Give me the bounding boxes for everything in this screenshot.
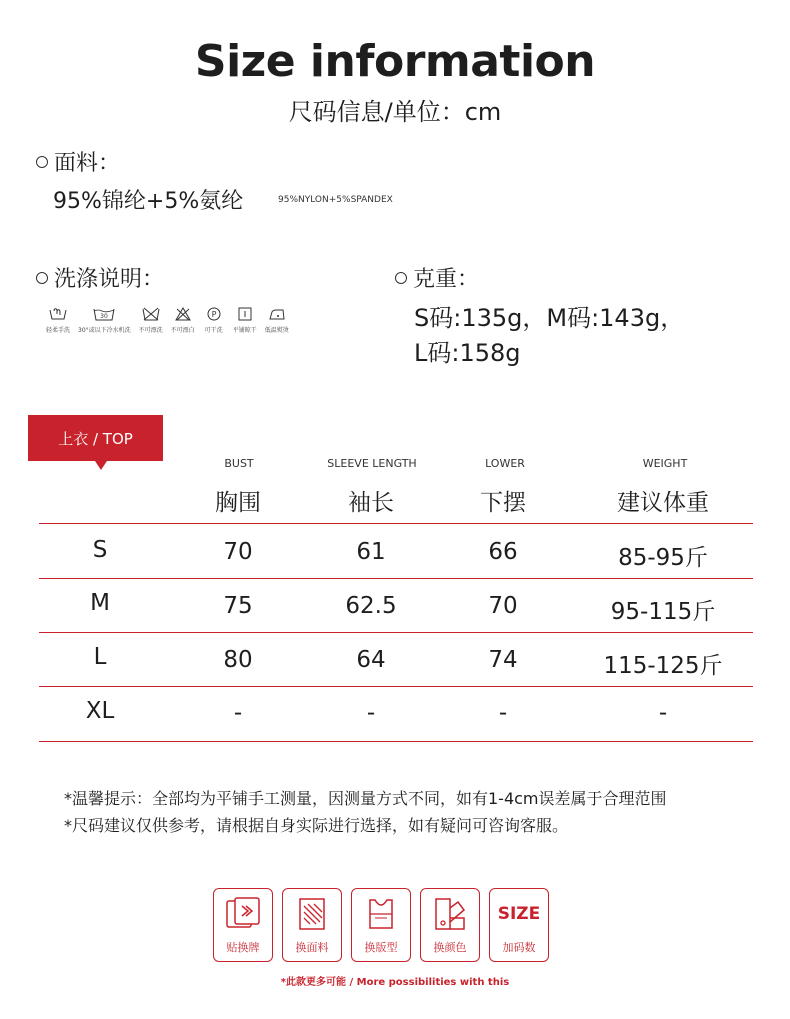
lower-cell: 66 bbox=[488, 539, 518, 565]
bullet-circle-icon bbox=[36, 156, 48, 168]
badge-label: 换颜色 bbox=[433, 941, 467, 954]
lower-cell: - bbox=[498, 700, 508, 726]
care-item bbox=[233, 306, 257, 334]
swap-tag-icon bbox=[221, 894, 265, 934]
table-divider bbox=[39, 523, 753, 524]
care-heading-label: 洗涤说明： bbox=[54, 267, 165, 292]
care-label: 30°或以下冷水机洗 bbox=[78, 327, 131, 334]
column-header-cn: 下摆 bbox=[480, 490, 526, 516]
badge-size bbox=[489, 888, 549, 962]
weight-cell: 115-125斤 bbox=[603, 653, 723, 679]
flat-dry-icon bbox=[234, 306, 256, 322]
care-label: 平铺晾干 bbox=[232, 327, 257, 334]
weight-cell: 85-95斤 bbox=[618, 545, 708, 571]
footer-note: *此款更多可能 / More possibilities with this bbox=[280, 977, 510, 988]
care-item bbox=[46, 306, 70, 334]
care-label: 不可漂白 bbox=[170, 327, 195, 334]
dry-clean-icon bbox=[203, 306, 225, 322]
bust-cell: 70 bbox=[223, 539, 253, 565]
column-header-cn: 袖长 bbox=[348, 490, 394, 516]
badge-label: 加码数 bbox=[502, 941, 536, 954]
svg-text:30: 30 bbox=[100, 313, 109, 320]
no-bleach-icon bbox=[172, 306, 194, 322]
service-badges bbox=[213, 888, 558, 962]
weight-line-2: L码:158g bbox=[414, 339, 521, 367]
weight-cell: 95-115斤 bbox=[610, 599, 716, 625]
page-subtitle: 尺码信息/单位：cm bbox=[288, 98, 502, 126]
weight-cell: - bbox=[658, 700, 668, 726]
svg-text:P: P bbox=[211, 310, 217, 319]
low-iron-icon bbox=[266, 306, 288, 322]
sleeve-cell: 61 bbox=[356, 539, 386, 565]
fabric-composition-en: 95%NYLON+5%SPANDEX bbox=[278, 195, 393, 205]
size-cell: M bbox=[90, 590, 110, 616]
weight-heading-label: 克重： bbox=[413, 267, 480, 292]
lower-cell: 74 bbox=[488, 647, 518, 673]
column-header-cn: 胸围 bbox=[215, 490, 261, 516]
garment-icon bbox=[359, 894, 403, 934]
care-label: 可干洗 bbox=[204, 327, 223, 334]
care-item bbox=[78, 306, 131, 334]
bullet-circle-icon bbox=[36, 272, 48, 284]
sleeve-cell: 64 bbox=[356, 647, 386, 673]
care-icons-row bbox=[46, 306, 297, 334]
color-swatch-icon bbox=[428, 894, 472, 934]
lower-cell: 70 bbox=[488, 593, 518, 619]
weight-heading bbox=[395, 262, 479, 293]
weight-line-1: S码:135g，M码:143g， bbox=[414, 304, 685, 332]
sleeve-cell: 62.5 bbox=[345, 593, 397, 619]
care-label: 低温熨烫 bbox=[264, 327, 289, 334]
table-divider bbox=[39, 632, 753, 633]
bust-cell: 80 bbox=[223, 647, 253, 673]
fabric-icon bbox=[290, 894, 334, 934]
care-label: 不可漂洗 bbox=[138, 327, 163, 334]
badge-swap-tag bbox=[213, 888, 273, 962]
fabric-composition: 95%锦纶+5%氨纶 bbox=[53, 189, 244, 214]
note-measurement: *温馨提示：全部均为平铺手工测量，因测量方式不同，如有1-4cm误差属于合理范围 bbox=[64, 789, 667, 808]
hand-wash-icon bbox=[47, 306, 69, 322]
no-tumble-dry-icon bbox=[140, 306, 162, 322]
care-heading bbox=[36, 262, 164, 293]
care-item bbox=[139, 306, 163, 334]
size-cell: L bbox=[93, 644, 107, 670]
badge-label: 换版型 bbox=[364, 941, 398, 954]
bust-cell: 75 bbox=[223, 593, 253, 619]
fabric-heading bbox=[36, 146, 120, 177]
column-header-en: SLEEVE LENGTH bbox=[327, 457, 417, 470]
bullet-circle-icon bbox=[395, 272, 407, 284]
care-item bbox=[265, 306, 289, 334]
table-divider bbox=[39, 741, 753, 742]
page-title: Size information bbox=[194, 36, 596, 87]
note-size-advice: *尺码建议仅供参考，请根据自身实际进行选择，如有疑问可咨询客服。 bbox=[64, 816, 569, 835]
badge-garment bbox=[351, 888, 411, 962]
care-item bbox=[171, 306, 195, 334]
column-header-cn: 建议体重 bbox=[617, 490, 709, 516]
badge-fabric bbox=[282, 888, 342, 962]
column-header-en: WEIGHT bbox=[642, 457, 688, 470]
bust-cell: - bbox=[233, 700, 243, 726]
machine-wash-30-icon bbox=[93, 306, 115, 322]
table-divider bbox=[39, 578, 753, 579]
care-label: 轻柔手洗 bbox=[46, 327, 71, 334]
table-divider bbox=[39, 686, 753, 687]
sleeve-cell: - bbox=[366, 700, 376, 726]
tab-top: 上衣 / TOP bbox=[28, 415, 163, 461]
size-cell: S bbox=[92, 537, 108, 563]
fabric-heading-label: 面料： bbox=[54, 151, 121, 176]
care-item bbox=[203, 306, 225, 334]
badge-label: 换面料 bbox=[295, 941, 329, 954]
size-cell: XL bbox=[85, 698, 115, 724]
size-icon: SIZE bbox=[497, 904, 541, 924]
column-header-en: BUST bbox=[224, 457, 254, 470]
badge-color bbox=[420, 888, 480, 962]
column-header-en: LOWER bbox=[485, 457, 525, 470]
badge-label: 贴换牌 bbox=[226, 941, 260, 954]
tab-pointer bbox=[95, 461, 107, 470]
